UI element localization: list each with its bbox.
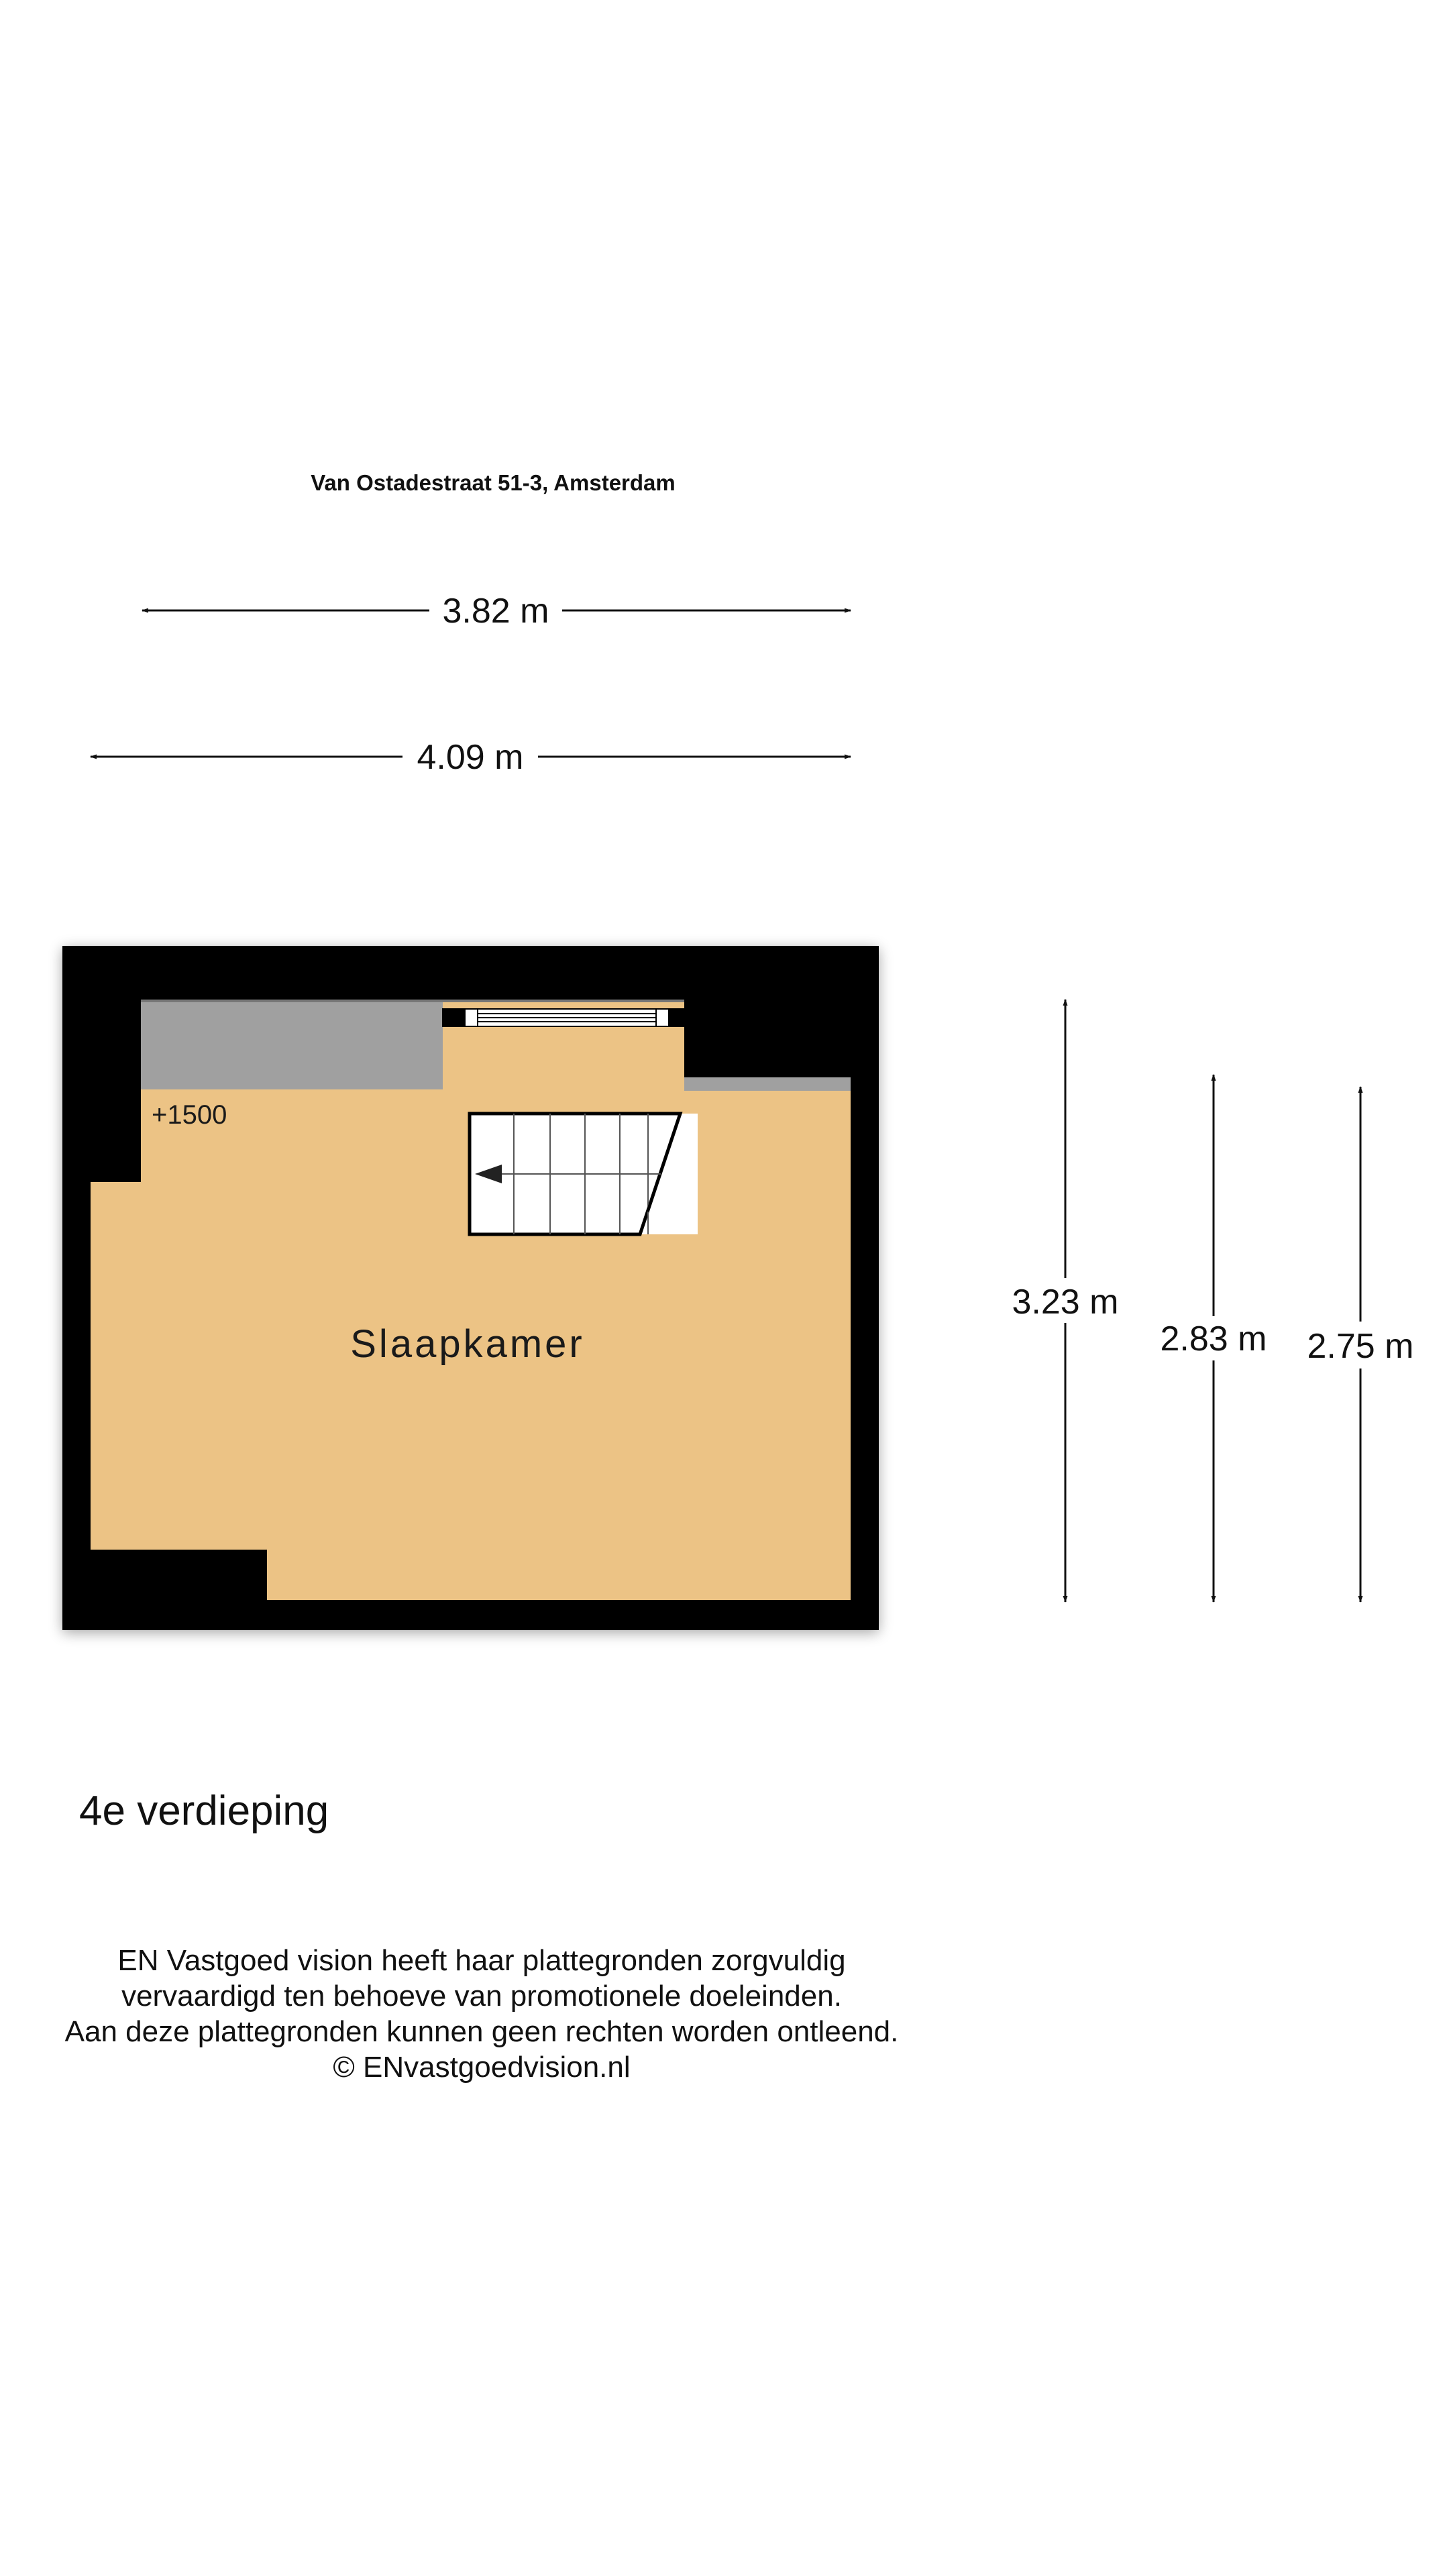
dimension-height-2: [1161, 1075, 1267, 1602]
disclaimer: [0, 1943, 963, 2085]
staircase: [470, 1114, 698, 1234]
dimension-width-outer-label: 4.09 m: [417, 738, 524, 777]
dimension-width-outer: [91, 738, 851, 777]
address-title: Van Ostadestraat 51-3, Amsterdam: [311, 470, 676, 495]
dimension-height-3: [1307, 1087, 1414, 1602]
level-marker: +1500: [152, 1100, 227, 1130]
disclaimer-line: Aan deze plattegronden kunnen geen rechten worden ontleend.: [64, 2015, 899, 2048]
room-name: Slaapkamer: [350, 1322, 585, 1366]
dimension-height-1-label: 3.23 m: [1012, 1283, 1119, 1322]
dimension-width-inner: [142, 592, 851, 631]
copyright-line: © ENvastgoedvision.nl: [333, 2051, 631, 2084]
slope-zone-right: [684, 1077, 851, 1091]
dimension-height-1: [1012, 1000, 1119, 1602]
window: [443, 1009, 684, 1026]
dimension-width-inner-label: 3.82 m: [442, 592, 549, 631]
disclaimer-line: EN Vastgoed vision heeft haar plattegronden zorgvuldig: [117, 1944, 846, 1977]
dimension-height-3-label: 2.75 m: [1307, 1327, 1414, 1366]
dimension-height-2-label: 2.83 m: [1160, 1320, 1267, 1358]
slope-zone-left: [141, 1001, 443, 1089]
disclaimer-line: vervaardigd ten behoeve van promotionele doeleinden.: [121, 1980, 842, 2012]
floor-name: 4e verdieping: [79, 1788, 329, 1834]
